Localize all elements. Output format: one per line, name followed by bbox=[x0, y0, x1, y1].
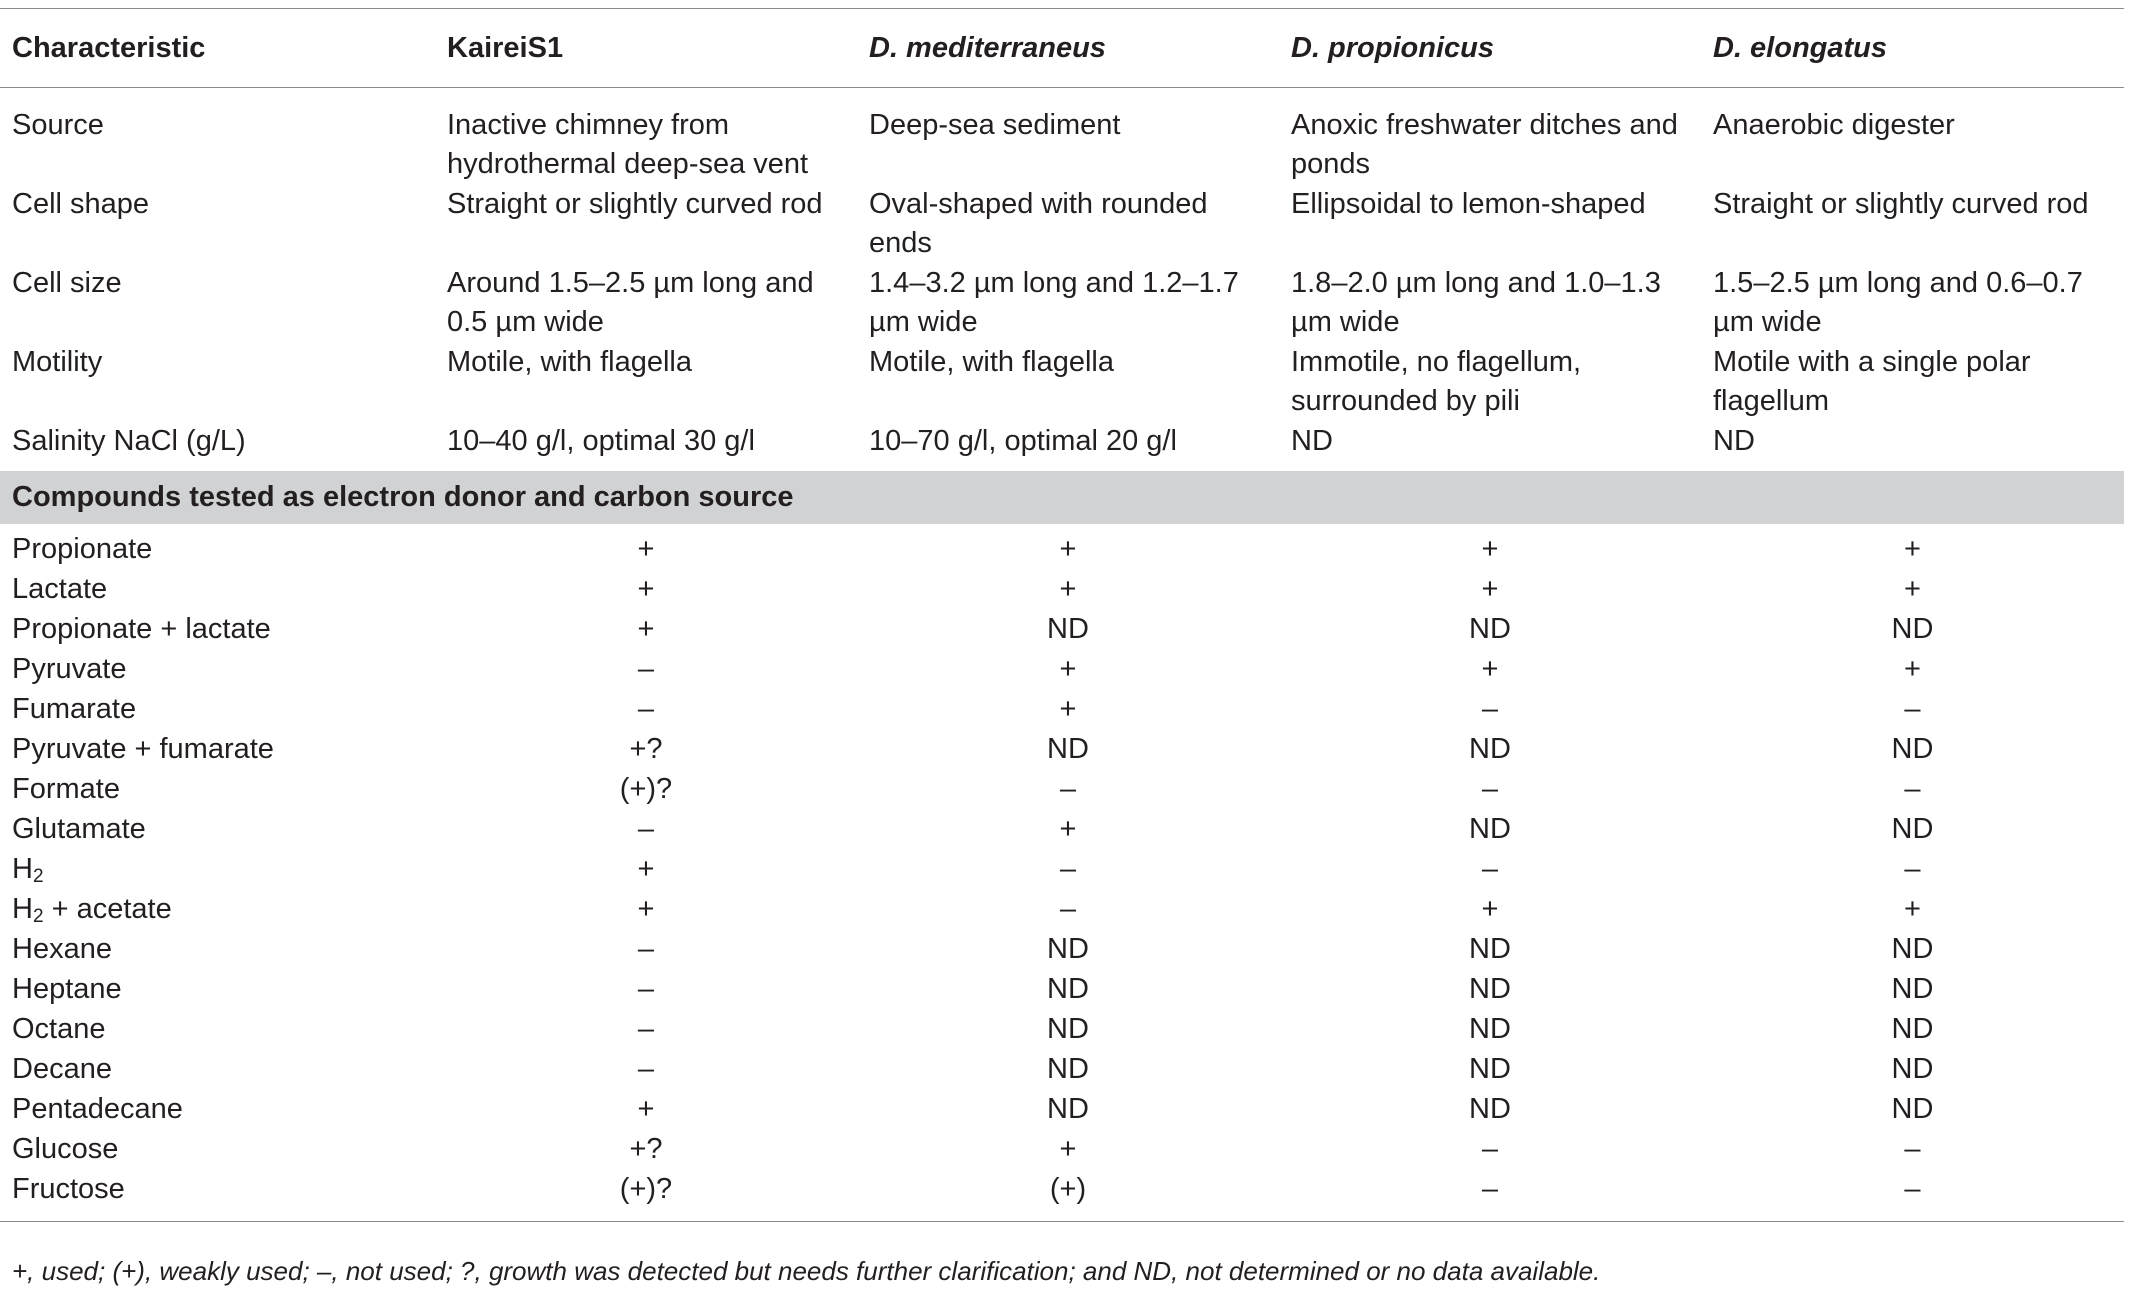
cell-value: 1.8–2.0 µm long and 1.0–1.3 µm wide bbox=[1291, 266, 1661, 338]
label-text: H bbox=[12, 892, 33, 925]
label-subscript: 2 bbox=[32, 865, 44, 887]
table-row bbox=[0, 809, 2124, 849]
table-row bbox=[0, 689, 2124, 729]
row-label: Propionate + lactate bbox=[12, 612, 271, 645]
description-rows bbox=[0, 87, 2124, 471]
cell-value: Motile with a single polar flagellum bbox=[1713, 345, 2031, 417]
cell-value: ND bbox=[1891, 972, 1934, 1005]
row-label: Motility bbox=[12, 345, 103, 378]
row-label: Heptane bbox=[12, 972, 122, 1005]
cell-value: + bbox=[1904, 892, 1921, 925]
cell-value: ND bbox=[1047, 972, 1089, 1005]
row-label bbox=[0, 889, 435, 929]
table-row bbox=[0, 569, 2124, 609]
cell-value: ND bbox=[1047, 1012, 1089, 1045]
cell-value: ND bbox=[1469, 1052, 1511, 1085]
characteristics-table bbox=[0, 8, 2124, 1222]
cell-value: + bbox=[1481, 892, 1499, 925]
table-row bbox=[0, 1089, 2124, 1129]
row-label: Glucose bbox=[12, 1132, 119, 1165]
cell-value: ND bbox=[1891, 1092, 1934, 1125]
cell-value: + bbox=[1059, 692, 1077, 725]
header-d-mediterraneus: D. mediterraneus bbox=[869, 32, 1106, 64]
cell-value: Straight or slightly curved rod bbox=[1713, 187, 2089, 220]
cell-value: 1.4–3.2 µm long and 1.2–1.7 µm wide bbox=[869, 266, 1239, 338]
cell-value: Deep-sea sediment bbox=[869, 108, 1121, 141]
cell-value: + bbox=[1481, 652, 1499, 685]
cell-value: + bbox=[637, 1092, 655, 1125]
cell-value: ND bbox=[1713, 424, 1755, 457]
cell-value: – bbox=[1059, 892, 1077, 925]
row-label: Hexane bbox=[12, 932, 112, 965]
cell-value: ND bbox=[1047, 1052, 1089, 1085]
cell-value: ND bbox=[1047, 732, 1089, 765]
cell-value: ND bbox=[1469, 932, 1511, 965]
header-kaireis1: KaireiS1 bbox=[447, 32, 564, 64]
cell-value: Anoxic freshwater ditches and ponds bbox=[1291, 108, 1678, 180]
header-row bbox=[0, 9, 2124, 88]
table-row bbox=[0, 889, 2124, 929]
cell-value: – bbox=[1904, 852, 1921, 885]
label-subscript: 2 bbox=[32, 905, 44, 927]
row-label: Propionate bbox=[12, 532, 153, 565]
row-label: Decane bbox=[12, 1052, 112, 1085]
table-footnote: +, used; (+), weakly used; –, not used; ?, growth was detected but needs further clarification; and ND, not determined or no data available. bbox=[12, 1256, 1601, 1286]
cell-value: + bbox=[637, 572, 655, 605]
cell-value: 1.5–2.5 µm long and 0.6–0.7 µm wide bbox=[1713, 266, 2083, 338]
cell-value: (+)? bbox=[619, 1172, 673, 1205]
data-table-wrapper bbox=[0, 8, 2124, 1222]
cell-value: ND bbox=[1291, 424, 1333, 457]
cell-value: + bbox=[637, 852, 655, 885]
cell-value: – bbox=[1481, 852, 1499, 885]
cell-value: ND bbox=[1891, 612, 1934, 645]
cell-value: (+)? bbox=[619, 772, 673, 805]
cell-value: – bbox=[1481, 1172, 1499, 1205]
cell-value: +? bbox=[629, 732, 663, 765]
cell-value: – bbox=[637, 692, 655, 725]
cell-value: – bbox=[637, 1012, 655, 1045]
table-row bbox=[0, 1169, 2124, 1222]
label-text: H bbox=[12, 852, 33, 885]
section-header bbox=[0, 471, 2124, 524]
row-label: Source bbox=[12, 108, 104, 141]
cell-value: + bbox=[1059, 1132, 1077, 1165]
row-label: Formate bbox=[12, 772, 120, 805]
row-label: Lactate bbox=[12, 572, 108, 605]
cell-value: + bbox=[1481, 572, 1499, 605]
row-label: Salinity NaCl (g/L) bbox=[12, 424, 246, 457]
cell-value: – bbox=[1904, 1132, 1921, 1165]
cell-value: ND bbox=[1891, 1052, 1934, 1085]
cell-value: + bbox=[1481, 532, 1499, 565]
cell-value: + bbox=[637, 612, 655, 645]
cell-value: + bbox=[1904, 572, 1921, 605]
table-row bbox=[0, 969, 2124, 1009]
header-characteristic: Characteristic bbox=[12, 32, 206, 64]
row-label: Octane bbox=[12, 1012, 106, 1045]
section-title: Compounds tested as electron donor and carbon source bbox=[0, 471, 2124, 524]
row-label: Fumarate bbox=[12, 692, 137, 725]
table-row bbox=[0, 769, 2124, 809]
cell-value: – bbox=[637, 812, 655, 845]
cell-value: ND bbox=[1047, 612, 1089, 645]
table-row bbox=[0, 87, 2124, 185]
header-d-elongatus: D. elongatus bbox=[1713, 32, 1888, 64]
label-rest: + acetate bbox=[43, 892, 172, 925]
cell-value: ND bbox=[1047, 1092, 1089, 1125]
table-row bbox=[0, 1129, 2124, 1169]
cell-value: – bbox=[1059, 772, 1077, 805]
cell-value: + bbox=[1059, 572, 1077, 605]
cell-value: ND bbox=[1469, 1092, 1511, 1125]
header-d-propionicus: D. propionicus bbox=[1291, 32, 1494, 64]
cell-value: ND bbox=[1891, 812, 1934, 845]
compound-rows bbox=[0, 524, 2124, 1222]
row-label: Glutamate bbox=[12, 812, 146, 845]
cell-value: ND bbox=[1891, 732, 1934, 765]
cell-value: ND bbox=[1891, 1012, 1934, 1045]
table-row bbox=[0, 422, 2124, 472]
row-label: Cell shape bbox=[12, 187, 150, 220]
cell-value: ND bbox=[1047, 932, 1089, 965]
cell-value: – bbox=[637, 652, 655, 685]
cell-value: – bbox=[1904, 1172, 1921, 1205]
cell-value: Straight or slightly curved rod bbox=[447, 187, 823, 220]
cell-value: – bbox=[1904, 772, 1921, 805]
table-row bbox=[0, 1009, 2124, 1049]
table-row bbox=[0, 649, 2124, 689]
cell-value: Around 1.5–2.5 µm long and 0.5 µm wide bbox=[447, 266, 814, 338]
cell-value: + bbox=[1059, 532, 1077, 565]
cell-value: ND bbox=[1469, 612, 1511, 645]
cell-value: – bbox=[637, 1052, 655, 1085]
table-row bbox=[0, 929, 2124, 969]
cell-value: Motile, with flagella bbox=[447, 345, 692, 378]
cell-value: ND bbox=[1469, 972, 1511, 1005]
cell-value: ND bbox=[1891, 932, 1934, 965]
table-row bbox=[0, 729, 2124, 769]
cell-value: – bbox=[1481, 692, 1499, 725]
cell-value: ND bbox=[1469, 812, 1511, 845]
table-row bbox=[0, 185, 2124, 264]
cell-value: – bbox=[1481, 772, 1499, 805]
cell-value: ND bbox=[1469, 732, 1511, 765]
cell-value: + bbox=[1059, 652, 1077, 685]
cell-value: 10–70 g/l, optimal 20 g/l bbox=[869, 424, 1177, 457]
cell-value: + bbox=[1904, 532, 1921, 565]
cell-value: – bbox=[637, 972, 655, 1005]
cell-value: +? bbox=[629, 1132, 663, 1165]
cell-value: + bbox=[637, 532, 655, 565]
cell-value: Ellipsoidal to lemon-shaped bbox=[1291, 187, 1646, 220]
section-row bbox=[0, 471, 2124, 524]
row-label: Pyruvate + fumarate bbox=[12, 732, 274, 765]
cell-value: 10–40 g/l, optimal 30 g/l bbox=[447, 424, 755, 457]
cell-value: Motile, with flagella bbox=[869, 345, 1114, 378]
row-label: Pentadecane bbox=[12, 1092, 183, 1125]
cell-value: + bbox=[637, 892, 655, 925]
cell-value: Oval-shaped with rounded ends bbox=[869, 187, 1208, 259]
cell-value: – bbox=[1059, 852, 1077, 885]
table-row bbox=[0, 609, 2124, 649]
table-row bbox=[0, 343, 2124, 422]
cell-value: Immotile, no flagellum, surrounded by pili bbox=[1291, 345, 1582, 417]
table-row bbox=[0, 849, 2124, 889]
table-row bbox=[0, 264, 2124, 343]
table-row bbox=[0, 1049, 2124, 1089]
row-label: Pyruvate bbox=[12, 652, 127, 685]
cell-value: ND bbox=[1469, 1012, 1511, 1045]
cell-value: + bbox=[1059, 812, 1077, 845]
cell-value: Inactive chimney from hydrothermal deep-sea vent bbox=[447, 108, 809, 180]
cell-value: (+) bbox=[1049, 1172, 1087, 1205]
row-label: Fructose bbox=[12, 1172, 125, 1205]
cell-value: – bbox=[637, 932, 655, 965]
table-row bbox=[0, 524, 2124, 569]
row-label bbox=[0, 849, 435, 889]
cell-value: – bbox=[1904, 692, 1921, 725]
row-label: Cell size bbox=[12, 266, 122, 299]
cell-value: Anaerobic digester bbox=[1713, 108, 1955, 141]
cell-value: – bbox=[1481, 1132, 1499, 1165]
cell-value: + bbox=[1904, 652, 1921, 685]
